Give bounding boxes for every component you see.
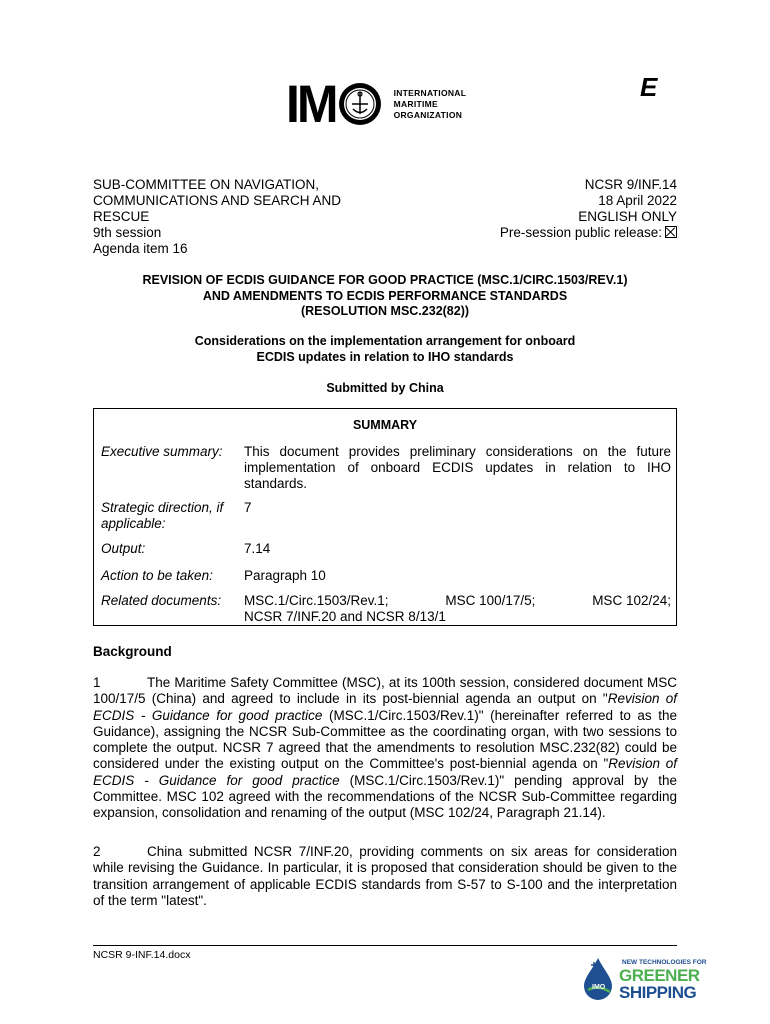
related-document: MSC.1/Circ.1503/Rev.1; bbox=[244, 593, 389, 608]
summary-value bbox=[244, 593, 671, 625]
session-line: 9th session bbox=[93, 225, 162, 240]
footer-filename: NCSR 9-INF.14.docx bbox=[93, 949, 191, 961]
committee-line: SUB-COMMITTEE ON NAVIGATION, bbox=[93, 177, 320, 192]
related-document: MSC 102/24; bbox=[592, 593, 671, 608]
summary-label: Strategic direction, if applicable: bbox=[101, 500, 224, 531]
water-drop-icon bbox=[580, 956, 616, 1000]
summary-value: 7 bbox=[244, 500, 252, 515]
related-document: MSC 100/17/5; bbox=[445, 593, 536, 608]
document-subtitle: Considerations on the implementation arrangement for onboard ECDIS updates in relation to IHO standards bbox=[194, 334, 576, 364]
svg-text:IMO: IMO bbox=[592, 984, 606, 991]
summary-value: This document provides preliminary considerations on the future implementation of onboard ECDIS updates in relation to IHO standards. bbox=[244, 444, 671, 491]
paragraph-2: 2 China submitted NCSR 7/INF.20, providing comments on six areas for consideration while revising the Guidance. In particular, it is proposed that consideration should be given to the transition arrangement of applicable ECDIS standards from S-57 to S-100 and the interpretation of the term "latest". bbox=[93, 844, 677, 908]
logo-letter-i: I bbox=[286, 74, 297, 134]
imo-emblem-icon bbox=[338, 82, 382, 126]
paragraph-1: 1 The Maritime Safety Committee (MSC), at its 100th session, considered document MSC 100/17/5 (China) and agreed to include in its post-biennial agenda an output on "Revision of ECDIS - Guidance for good practice (MSC.1/Circ.1503/Rev.1)" (hereinafter referred to as the Guidance), assigning the NCSR Sub-Committee as the coordinating organ, with two sessions to complete the output. NCSR 7 agreed that the amendments to resolution MSC.232(82) could be considered under the existing output on the Committee's post-biennial agenda on "Revision of ECDIS - Guidance for good practice (MSC.1/Circ.1503/Rev.1)" pending approval by the Committee. MSC 102 agreed with the recommendations of the NCSR Sub-Committee regarding expansion, consolidation and renaming of the output (MSC 102/24, Paragraph 21.14). bbox=[93, 675, 677, 821]
committee-block bbox=[93, 177, 341, 257]
badge-word-shipping: SHIPPING bbox=[619, 983, 697, 1002]
summary-value: 7.14 bbox=[244, 541, 271, 556]
language-mark: E bbox=[640, 72, 658, 102]
summary-value: Paragraph 10 bbox=[244, 568, 326, 583]
paragraph-number: 1 bbox=[93, 675, 101, 690]
related-documents-line bbox=[244, 593, 671, 609]
agenda-item-line: Agenda item 16 bbox=[93, 241, 188, 256]
checked-box-icon bbox=[665, 226, 677, 238]
logo-letter-m: M bbox=[296, 74, 336, 134]
submitted-by: Submitted by China bbox=[326, 381, 444, 395]
pre-session-release: Pre-session public release: bbox=[500, 225, 677, 241]
document-symbol: NCSR 9/INF.14 bbox=[584, 177, 677, 192]
badge-word-greener: GREENER bbox=[619, 966, 700, 985]
paragraph-number: 2 bbox=[93, 844, 101, 859]
summary-label: Executive summary: bbox=[101, 444, 223, 459]
footer-divider bbox=[93, 945, 677, 946]
committee-line: RESCUE bbox=[93, 209, 150, 224]
badge-tagline: NEW TECHNOLOGIES FOR bbox=[622, 959, 707, 966]
greener-shipping-logo bbox=[578, 953, 707, 1003]
summary-label: Action to be taken: bbox=[101, 568, 213, 583]
committee-line: COMMUNICATIONS AND SEARCH AND bbox=[93, 193, 342, 208]
summary-label: Output: bbox=[101, 541, 146, 556]
org-name: INTERNATIONAL MARITIME ORGANIZATION bbox=[393, 87, 467, 120]
document-language: ENGLISH ONLY bbox=[578, 209, 677, 224]
document-date: 18 April 2022 bbox=[598, 193, 677, 208]
section-heading-background: Background bbox=[93, 644, 172, 659]
document-title: REVISION OF ECDIS GUIDANCE FOR GOOD PRACTICE (MSC.1/CIRC.1503/REV.1) AND AMENDMENTS TO ECDIS PERFORMANCE STANDARDS (RESOLUTION MSC.232(82)) bbox=[142, 273, 628, 318]
related-documents-line: NCSR 7/INF.20 and NCSR 8/13/1 bbox=[244, 609, 446, 624]
document-info bbox=[500, 177, 677, 241]
summary-label: Related documents: bbox=[101, 593, 222, 608]
summary-table bbox=[93, 408, 677, 626]
imo-logo bbox=[286, 74, 467, 134]
summary-heading: SUMMARY bbox=[352, 418, 418, 432]
